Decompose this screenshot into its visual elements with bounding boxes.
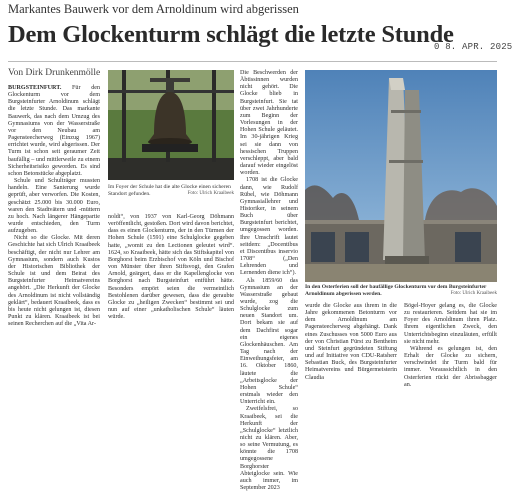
- bell-caption: Im Foyer der Schule hat die alte Glocke einen sicheren Standort gefunden. Foto: Ulrich Kraaibeek: [108, 184, 234, 197]
- header-rule: [8, 61, 497, 62]
- paragraph: 1708 ist die Glocke dann, wie Rudolf Rübel, wie Döhmann Gymnasiallehrer und Historiker, in seinem Buch über Burgsteinfurt berichtet, umgegossen worden. Ihre Umschrift lautet seitdem: „Docentibus et Discentibus inservio 1708“ („Den Lehrenden und Lernenden diene ich“).: [240, 177, 298, 277]
- paragraph: noldi“, von 1937 von Karl-Georg Döhmann veröffentlicht, gestoßen. Dort wird davon berichtet, dass es einen Glockenturm, der in den Türmen der Hohen Schule (1591) eine Schulglocke gegeben hatte, „womit zu den Lectionen geleutet wird“. 1624, so Kraaibeek, hätte sich das Stiftskapitel von Borghorst beim Erzbischof von Köln und Bischof von Münster über ihren Stiftsvogt, den Grafen Arnold, geärgert, dass er die Kapellenglocke von Borghorst nach Burgsteinfurt entführt hätte. Besonders empört seien die vermeintlich Bestohlenen darüber gewesen, dass die geraubte Glocke zu „heiligen Zwecken“ bestimmt sei und nun auf einer „unkatholischen Schule“ läuten würde.: [108, 214, 234, 321]
- article-column-5: [404, 303, 497, 413]
- paragraph: Die Beschwerden der Äbtissinnen wurden nicht gehört. Die Glocke blieb in Burgsteinfurt. Sie tat über zwei Jahrhunderte zum Beginn der Vorlesungen in der Hohen Schule geläutet. Im 30-jährigen Krieg sei sie dann von hessischen Truppen verschleppt, aber bald darauf wieder eingelöst worden.: [240, 70, 298, 177]
- tower-illustration: [305, 70, 497, 282]
- photo-credit: Foto: Ulrich Kraaibeek: [450, 290, 497, 296]
- paragraph: Schule und Schulträger mussten handeln. Eine Sanierung wurde geprüft, aber verworfen. Die Kosten, geschätzt 25.000 bis 30.000 Euro, waren den Stadtvätern und -müttern zu hoch. Nach längerer Hängepartie wurde entschieden, den Turm aufzugeben.: [8, 178, 100, 235]
- bell-photo: [108, 70, 234, 180]
- article-column-4: [305, 303, 397, 413]
- paragraph: Bögel-Hoyer gelang es, die Glocke zu restaurieren. Seitdem hat sie im Foyer des Arnoldinum ihren Platz. Ihrem eigentlichen Zweck, den Unterrichtsbeginn einzuläuten, erfüllt sie nicht mehr.: [404, 303, 497, 345]
- article-column-3: [240, 70, 298, 492]
- paragraph: wurde die Glocke aus ihrem in die Jahre gekommenen Betonturm vor dem Arnoldinum am Pagensteecherweg abgehängt. Dank eines Zuschusses von 5000 Euro aus der von Christian Fürst zu Bentheim und Steinfurt gegründeten Stiftung und auf Initiative von CDU-Ratsherr Sebastian Buck, des Burgsteinfurter Heimatvereins und Bürgermeisterin Claudia: [305, 303, 397, 381]
- paragraph: Nicht so die Glocke. Mit deren Geschichte hat sich Ulrich Kraaibeek beschäftigt, der nicht nur Lehrer am Gymnasium, sondern auch Kustos der Historischen Bibliothek der Schule ist und dem Beirat des Burgsteinfurter Heimatvereins angehört. „Die Herkunft der Glocke des Arnoldinum ist nicht vollständig geklärt“, bedauert Kraaibeek, dass es bis heute nicht gelungen ist, diesen Punkt zu klären. Kraaibeek ist bei seinen Recherchen auf die „Vita Ar-: [8, 235, 100, 328]
- date-stamp: 0 8. APR. 2025: [434, 42, 512, 52]
- paragraph: Als 1859/60 das Gymnasium an der Wasserstraße gebaut wurde, zog die Schulglocke zum neuen Standort um. Dort bekam sie auf dem Dachfirst sogar ein eigenes Glockenhäuschen. Am Tag nach der Einweihungsfeier, am 16. Oktober 1860, läutete die „Arbeitsglocke der Hohen Schule“ erstmals wieder den Unterricht ein.: [240, 277, 298, 406]
- byline: Von Dirk Drunkenmölle: [8, 68, 101, 78]
- paragraph: Während es gelungen ist, den Erhalt der Glocke zu sichern, verschwindet ihr Turm bald für immer. Voraussichtlich in den Osterferien rückt der Abrissbagger an.: [404, 345, 497, 388]
- tower-photo: [305, 70, 497, 282]
- article-column-1: [8, 85, 100, 413]
- article-kicker: Markantes Bauwerk vor dem Arnoldinum wird abgerissen: [8, 2, 299, 16]
- paragraph: Zweifelsfrei, so Kraaibeek, sei die Herkunft der „Schulglocke“ letztlich nicht zu klären. Aber, so seine Vermutung, es könnte die 1708 umgegossene Borghorster Abteiglocke sein. Wie auch immer, im September 2023: [240, 406, 298, 492]
- article-headline: Dem Glockenturm schlägt die letzte Stunde: [8, 21, 454, 48]
- tower-caption: In den Osterferien soll der baufällige Glockenturm vor dem Burgsteinfurter Arnoldinum abgerissen werden. Foto: Ulrich Kraaibeek: [305, 284, 497, 297]
- dateline: BURGSTEINFURT.: [8, 85, 62, 91]
- paragraph: BURGSTEINFURT. Für den Glockenturm vor dem Burgsteinfurter Arnoldinum schlägt die letzte Stunde. Das markante Bauwerk, das nach dem Umzug des Gymnasiums von der Wasserstraße vor den Neubau am Pagensteecherweg (Einzug 1967) errichtet wurde, wird abgerissen. Der Turm ist schon seit geraumer Zeit baufällig – und mittlerweile zu einem Sicherheitsrisiko geworden. Es sind schon Betonstücke abgeplatzt.: [8, 85, 100, 177]
- photo-credit: Foto: Ulrich Kraaibeek: [187, 190, 234, 196]
- bell-illustration: [108, 70, 234, 180]
- article-column-2: [108, 214, 234, 413]
